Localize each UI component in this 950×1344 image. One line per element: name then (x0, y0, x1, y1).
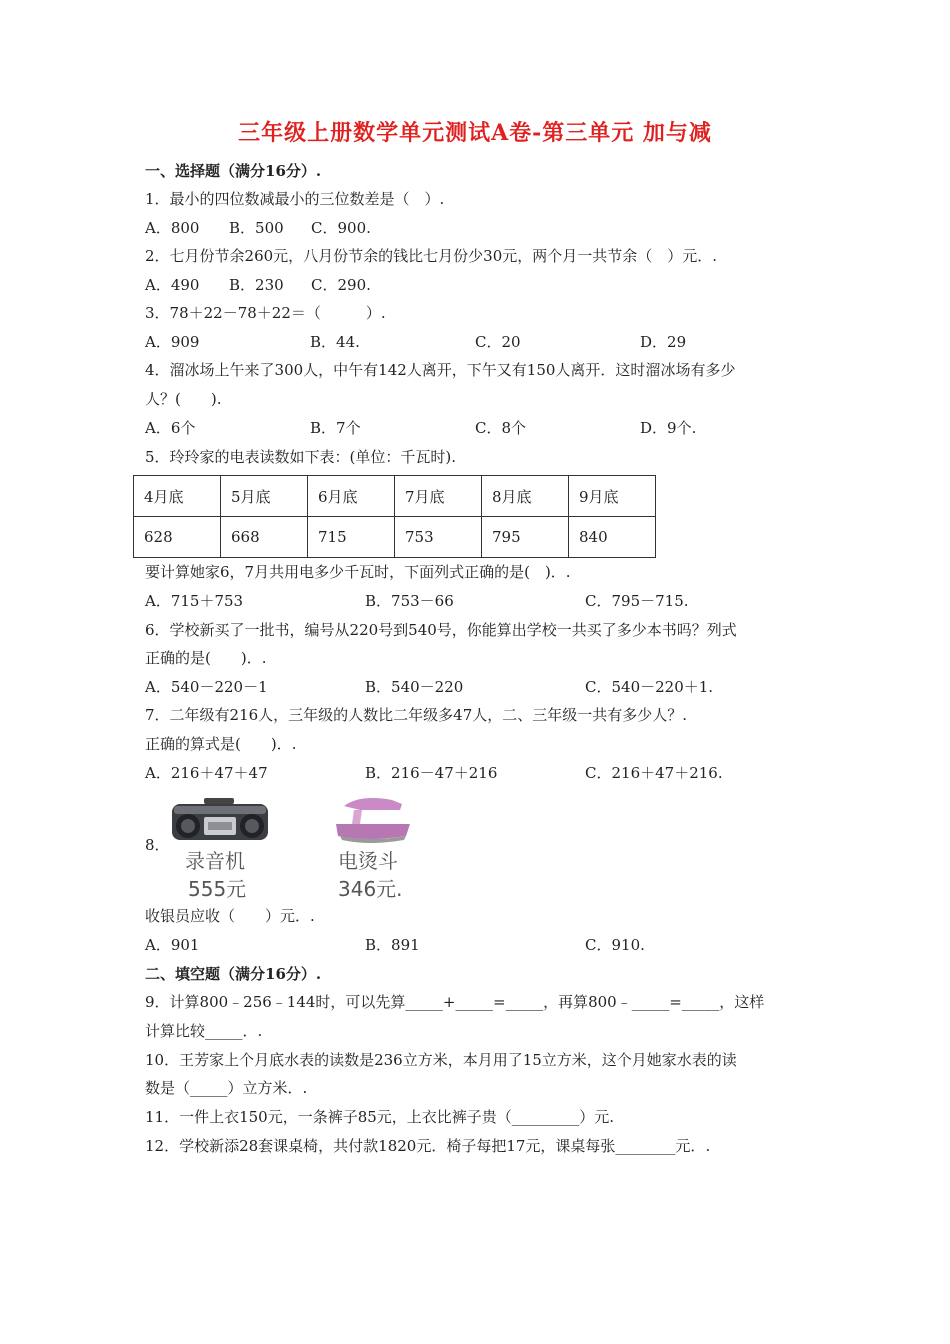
table-header-cell: 7月底 (395, 476, 482, 517)
question-7-line2: 正确的算式是( )．. (145, 735, 297, 753)
table-cell: 795 (482, 517, 569, 558)
table-header-cell: 4月底 (134, 476, 221, 517)
option-a: A．540－220－1 (145, 678, 268, 696)
table-cell: 668 (221, 517, 308, 558)
question-3: 3．78＋22－78＋22＝（ ）. (145, 304, 386, 322)
question-11: 11．一件上衣150元，一条裤子85元，上衣比裤子贵（_________）元. (145, 1108, 615, 1126)
item-2-price: 346元. (338, 877, 403, 901)
question-5-options (145, 590, 689, 612)
option-c: C．290. (311, 276, 371, 294)
table-row (134, 517, 656, 558)
table-header-cell: 9月底 (569, 476, 656, 517)
option-c: C．540－220＋1. (585, 678, 714, 696)
option-c: C．216＋47＋216. (585, 764, 723, 782)
question-6-line1: 6．学校新买了一批书，编号从220号到540号，你能算出学校一共买了多少本书吗？列式 (145, 621, 737, 639)
option-a: A．909 (145, 333, 200, 351)
item-2-name: 电烫斗 (338, 849, 398, 873)
table-cell: 840 (569, 517, 656, 558)
option-c: C．20 (475, 333, 521, 351)
table-header-cell: 8月底 (482, 476, 569, 517)
question-1-options (145, 217, 371, 239)
question-7-line1: 7．二年级有216人，三年级的人数比二年级多47人，二、三年级一共有多少人？. (145, 706, 688, 724)
option-b: B．753－66 (365, 592, 454, 610)
option-b: B．44. (310, 333, 360, 351)
option-a: A．6个 (145, 419, 196, 437)
option-c: C．795－715. (585, 592, 689, 610)
table-cell: 753 (395, 517, 482, 558)
question-4-options (145, 417, 696, 439)
question-1: 1．最小的四位数减最小的三位数差是（ ）. (145, 190, 445, 208)
table-header-cell: 5月底 (221, 476, 308, 517)
question-5: 5．玲玲家的电表读数如下表：(单位：千瓦时). (145, 448, 457, 466)
option-b: B．500 (229, 219, 284, 237)
question-5-prompt: 要计算她家6，7月共用电多少千瓦时，下面列式正确的是( )．. (145, 563, 571, 581)
question-7-options (145, 762, 723, 784)
option-a: A．901 (145, 936, 200, 954)
option-b: B．7个 (310, 419, 361, 437)
table-header-cell: 6月底 (308, 476, 395, 517)
table-cell: 715 (308, 517, 395, 558)
cassette-player-image (170, 798, 270, 844)
question-4-line1: 4．溜冰场上午来了300人，中午有142人离开，下午又有150人离开．这时溜冰场有多少 (145, 361, 736, 379)
page-title: 三年级上册数学单元测试A卷-第三单元 加与减 (238, 120, 712, 146)
table-cell: 628 (134, 517, 221, 558)
question-12: 12．学校新添28套课桌椅，共付款1820元．椅子每把17元，课桌每张________元．. (145, 1137, 711, 1155)
question-6-options (145, 676, 713, 698)
cassette-player-icon (170, 798, 270, 844)
option-c: C．8个 (475, 419, 527, 437)
electric-iron-icon (330, 796, 416, 844)
question-2: 2．七月份节余260元，八月份节余的钱比七月份少30元，两个月一共节余（ ）元．. (145, 247, 718, 265)
question-6-line2: 正确的是( )．. (145, 649, 267, 667)
option-a: A．800 (145, 219, 200, 237)
option-b: B．891 (365, 936, 420, 954)
option-b: B．540－220 (365, 678, 464, 696)
question-10-line1: 10．王芳家上个月底水表的读数是236立方米，本月用了15立方米，这个月她家水表的读 (145, 1051, 737, 1069)
table-header-row (134, 476, 656, 517)
meter-reading-table (133, 475, 656, 558)
question-8-prompt: 收银员应收（ ）元．. (145, 907, 315, 925)
option-b: B．230 (229, 276, 284, 294)
option-a: A．216＋47＋47 (145, 764, 268, 782)
option-a: A．490 (145, 276, 200, 294)
question-3-options (145, 331, 686, 353)
section-heading-choice: 一、选择题（满分16分）. (145, 162, 322, 180)
electric-iron-image (330, 796, 416, 844)
question-4-line2: 人？( ). (145, 390, 222, 408)
question-9-line1: 9．计算800﹣256﹣144时，可以先算_____+_____=_____，再算800﹣_____=_____，这样 (145, 993, 765, 1011)
option-c: C．910. (585, 936, 645, 954)
question-2-options (145, 274, 371, 296)
question-8-number: 8． (145, 836, 170, 854)
section-heading-fill: 二、填空题（满分16分）. (145, 965, 322, 983)
option-a: A．715＋753 (145, 592, 244, 610)
question-8-options (145, 934, 645, 956)
option-d: D．29 (640, 333, 687, 351)
item-1-price: 555元 (188, 877, 247, 901)
option-d: D．9个. (640, 419, 697, 437)
option-b: B．216－47＋216 (365, 764, 498, 782)
item-1-name: 录音机 (185, 849, 245, 873)
question-10-line2: 数是（_____）立方米．. (145, 1079, 308, 1097)
option-c: C．900. (311, 219, 371, 237)
question-9-line2: 计算比较_____．. (145, 1022, 263, 1040)
